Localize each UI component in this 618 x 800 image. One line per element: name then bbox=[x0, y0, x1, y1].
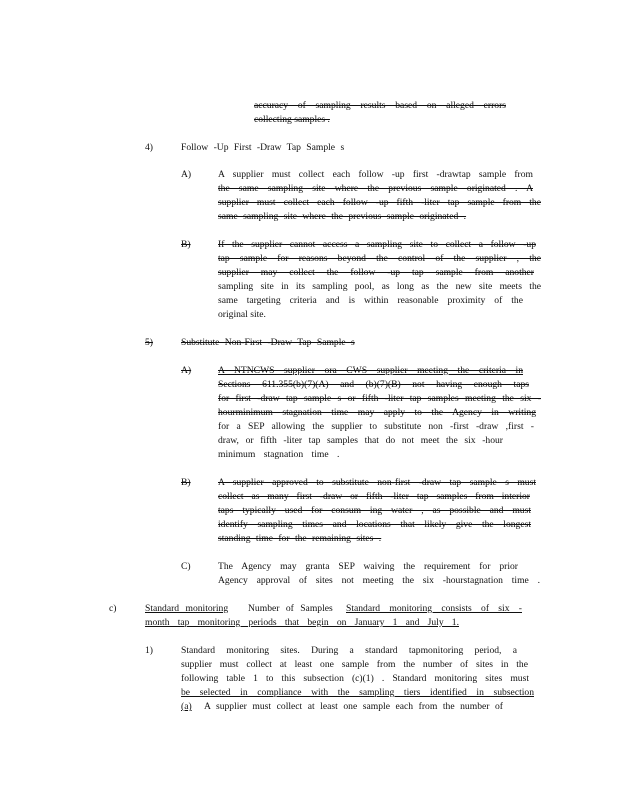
item-4-title: Follow -Up First -Draw Tap Sample s bbox=[181, 142, 345, 153]
item-4a-line-2: the same sampling site where the previous sample originated . A bbox=[218, 183, 533, 194]
item-5-title: Substitute Non-First -Draw Tap Sample s bbox=[181, 337, 355, 348]
item-4a-label: A) bbox=[181, 169, 192, 180]
item-5b-label: B) bbox=[181, 477, 191, 488]
top-line-2: collecting samples . bbox=[254, 114, 330, 125]
item-5b-line-2: collect as many first -draw or fifth -liter tap samples from interior bbox=[218, 491, 530, 502]
item-c-line-1a: Standard monitoring bbox=[145, 603, 229, 614]
item-4a-line-1: A supplier must collect each follow -up first -drawtap sample from bbox=[218, 169, 533, 180]
item-5a-line-1: A NTNCWS supplier ora CWS supplier meeting the criteria in bbox=[218, 365, 523, 376]
top-line-1: accuracy of sampling results based on alleged errors bbox=[254, 100, 506, 111]
item-1-line-3: following table 1 to this subsection (c)(1) . Standard monitoring sites must bbox=[181, 673, 529, 684]
item-4b-line-5: same targeting criteria and is within reasonable proximity of the bbox=[218, 295, 523, 306]
item-5a-line-4: hourminimum stagnation time may apply to the Agency in writing bbox=[218, 407, 536, 418]
item-5a-label: A) bbox=[181, 365, 192, 376]
item-4a-line-4: same sampling site where the previous sample originated . bbox=[218, 211, 467, 222]
item-4b-line-1: If the supplier cannot access a sampling site to collect a follow -up bbox=[218, 239, 536, 250]
item-4a-line-3: supplier must collect each follow -up fifth -liter tap sample from the bbox=[218, 197, 541, 208]
item-5b-line-3: taps typically used for consum ing water , as possible and must bbox=[218, 505, 531, 516]
item-5c-line-1: The Agency may granta SEP waiving the requirement for prior bbox=[218, 561, 518, 572]
item-5c-label: C) bbox=[181, 561, 191, 572]
item-c-line-2: month tap monitoring periods that begin on January 1 and July 1. bbox=[145, 617, 459, 628]
item-4b-line-4: sampling site in its sampling pool, as long as the new site meets the bbox=[218, 281, 541, 292]
item-4b-line-2: tap sample for reasons beyond the control of the supplier , the bbox=[218, 253, 541, 264]
item-5-label: 5) bbox=[145, 337, 153, 348]
item-c-label: c) bbox=[109, 603, 117, 614]
item-1-line-4: be selected in compliance with the sampling tiers identified in subsection bbox=[181, 687, 534, 698]
item-4b-line-6: original site. bbox=[218, 309, 266, 320]
item-5b-line-5: standing time for the remaining sites . bbox=[218, 533, 382, 544]
item-1-line-1: Standard monitoring sites. During a standard tapmonitoring period, a bbox=[181, 645, 517, 656]
item-1-line-5b: A supplier must collect at least one sample each from the number of bbox=[204, 701, 503, 712]
item-1-label: 1) bbox=[145, 645, 153, 656]
item-5a-line-5: for a SEP allowing the supplier to substitute non -first -draw ,first - bbox=[218, 421, 534, 432]
item-5b-line-1: A supplier approved to substitute non-first -draw tap sample s must bbox=[218, 477, 536, 488]
item-1-line-5a: (a) bbox=[181, 701, 192, 712]
item-1-line-2: supplier must collect at least one sample from the number of sites in the bbox=[181, 659, 528, 670]
item-5b-line-4: identify sampling times and locations that likely give the longest bbox=[218, 519, 531, 530]
item-5a-line-2: Sections 611.355(b)(7)(A) and (b)(7)(B) not having enough taps bbox=[218, 379, 529, 390]
item-5a-line-7: minimum stagnation time . bbox=[218, 449, 340, 460]
item-c-line-1c: Standard monitoring consists of six - bbox=[346, 603, 522, 614]
item-5a-line-3: for first -draw tap sample s or fifth -liter tap samples meeting the six - bbox=[218, 393, 541, 404]
item-5c-line-2: Agency approval of sites not meeting the six -hourstagnation time . bbox=[218, 575, 540, 586]
item-4b-label: B) bbox=[181, 239, 191, 250]
item-4b-line-3: supplier may collect the follow -up tap sample from another bbox=[218, 267, 534, 278]
item-c-line-1b: Number of Samples bbox=[248, 603, 333, 614]
item-5a-line-6: draw, or fifth -liter tap samples that do not meet the six -hour bbox=[218, 435, 503, 446]
item-4-label: 4) bbox=[145, 142, 153, 153]
